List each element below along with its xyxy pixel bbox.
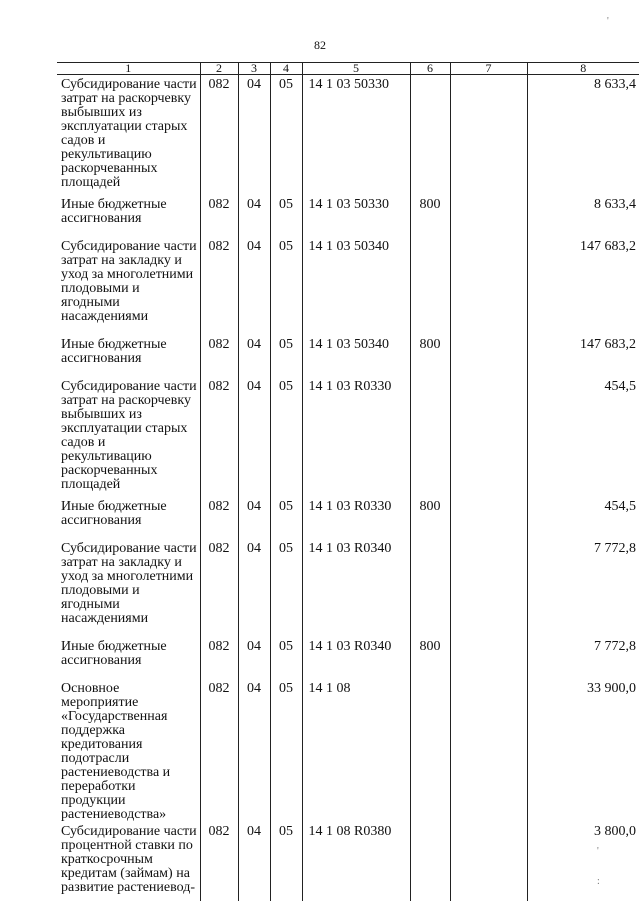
row-name: Иные бюджетные ассигнования	[61, 197, 167, 226]
row-subsection: 05	[270, 497, 302, 539]
row-section: 04	[238, 335, 270, 377]
row-expense-type	[410, 679, 450, 822]
row-col7	[450, 377, 527, 497]
table-row	[57, 497, 639, 539]
column-header: 3	[238, 63, 270, 75]
row-expense-type	[410, 75, 450, 196]
column-header: 1	[57, 63, 200, 75]
row-grbs: 082	[200, 637, 238, 679]
row-sum: 7 772,8	[527, 539, 639, 637]
row-sum: 147 683,2	[527, 335, 639, 377]
row-name: Основное мероприятие «Государственная поддержка кредитования подотрасли растениеводства и переработки продукции растениеводства»	[61, 681, 171, 822]
row-section: 04	[238, 195, 270, 237]
column-header: 2	[200, 63, 238, 75]
row-section: 04	[238, 75, 270, 196]
row-target-article: 14 1 03 50330	[302, 195, 410, 237]
row-name: Иные бюджетные ассигнования	[61, 639, 167, 668]
row-section: 04	[238, 237, 270, 335]
scan-artifact: '	[607, 16, 609, 27]
table-header-row	[57, 63, 639, 75]
row-expense-type: 800	[410, 335, 450, 377]
row-sum: 33 900,0	[527, 679, 639, 822]
column-header: 4	[270, 63, 302, 75]
row-target-article: 14 1 08	[302, 679, 410, 822]
table-row	[57, 637, 639, 679]
table-row	[57, 539, 639, 637]
table-row	[57, 75, 639, 196]
row-expense-type: 800	[410, 637, 450, 679]
scan-artifact: '	[597, 846, 599, 857]
row-expense-type	[410, 237, 450, 335]
row-grbs: 082	[200, 195, 238, 237]
row-col7	[450, 335, 527, 377]
row-expense-type	[410, 539, 450, 637]
row-sum: 3 800,0	[527, 822, 639, 901]
column-header: 5	[302, 63, 410, 75]
row-subsection: 05	[270, 822, 302, 901]
row-section: 04	[238, 497, 270, 539]
row-grbs: 082	[200, 377, 238, 497]
row-expense-type: 800	[410, 195, 450, 237]
row-subsection: 05	[270, 539, 302, 637]
table-row	[57, 377, 639, 497]
column-header: 7	[450, 63, 527, 75]
row-target-article: 14 1 03 R0340	[302, 539, 410, 637]
row-subsection: 05	[270, 195, 302, 237]
row-grbs: 082	[200, 822, 238, 901]
row-expense-type	[410, 822, 450, 901]
scan-artifact: :	[597, 876, 600, 887]
row-grbs: 082	[200, 539, 238, 637]
row-col7	[450, 497, 527, 539]
row-sum: 8 633,4	[527, 75, 639, 196]
row-subsection: 05	[270, 637, 302, 679]
row-grbs: 082	[200, 75, 238, 196]
row-section: 04	[238, 377, 270, 497]
row-target-article: 14 1 03 R0340	[302, 637, 410, 679]
row-section: 04	[238, 539, 270, 637]
row-grbs: 082	[200, 497, 238, 539]
row-col7	[450, 637, 527, 679]
row-grbs: 082	[200, 335, 238, 377]
row-name: Иные бюджетные ассигнования	[61, 499, 167, 528]
column-header: 6	[410, 63, 450, 75]
row-name: Субсидирование части затрат на раскорчевку выбывших из эксплуатации старых садов и рекультивацию раскорчеванных площадей	[61, 379, 197, 492]
row-col7	[450, 539, 527, 637]
row-name: Субсидирование части затрат на раскорчевку выбывших из эксплуатации старых садов и рекультивацию раскорчеванных площадей	[61, 77, 197, 190]
row-expense-type	[410, 377, 450, 497]
row-name: Субсидирование части затрат на закладку и уход за многолетними плодовыми и ягодными насаждениями	[61, 541, 197, 626]
row-col7	[450, 195, 527, 237]
table-row	[57, 195, 639, 237]
table-row	[57, 237, 639, 335]
row-grbs: 082	[200, 237, 238, 335]
column-header: 8	[527, 63, 639, 75]
row-target-article: 14 1 03 R0330	[302, 377, 410, 497]
page-number: 82	[314, 38, 326, 52]
row-subsection: 05	[270, 335, 302, 377]
budget-table	[57, 62, 639, 901]
row-col7	[450, 822, 527, 901]
row-target-article: 14 1 08 R0380	[302, 822, 410, 901]
row-target-article: 14 1 03 50330	[302, 75, 410, 196]
row-grbs: 082	[200, 679, 238, 822]
row-subsection: 05	[270, 237, 302, 335]
row-col7	[450, 679, 527, 822]
row-section: 04	[238, 679, 270, 822]
row-subsection: 05	[270, 377, 302, 497]
row-target-article: 14 1 03 50340	[302, 237, 410, 335]
row-col7	[450, 75, 527, 196]
row-section: 04	[238, 637, 270, 679]
table-row	[57, 335, 639, 377]
row-subsection: 05	[270, 679, 302, 822]
table-row	[57, 679, 639, 822]
row-sum: 454,5	[527, 497, 639, 539]
row-name: Субсидирование части затрат на закладку и уход за многолетними плодовыми и ягодными насаждениями	[61, 239, 197, 324]
row-target-article: 14 1 03 R0330	[302, 497, 410, 539]
row-sum: 7 772,8	[527, 637, 639, 679]
row-expense-type: 800	[410, 497, 450, 539]
row-sum: 454,5	[527, 377, 639, 497]
row-section: 04	[238, 822, 270, 901]
row-target-article: 14 1 03 50340	[302, 335, 410, 377]
row-sum: 147 683,2	[527, 237, 639, 335]
row-col7	[450, 237, 527, 335]
row-name: Субсидирование части процентной ставки по краткосрочным кредитам (займам) на развитие растениевод-	[61, 824, 197, 895]
row-name: Иные бюджетные ассигнования	[61, 337, 167, 366]
table-row	[57, 822, 639, 901]
row-sum: 8 633,4	[527, 195, 639, 237]
row-subsection: 05	[270, 75, 302, 196]
